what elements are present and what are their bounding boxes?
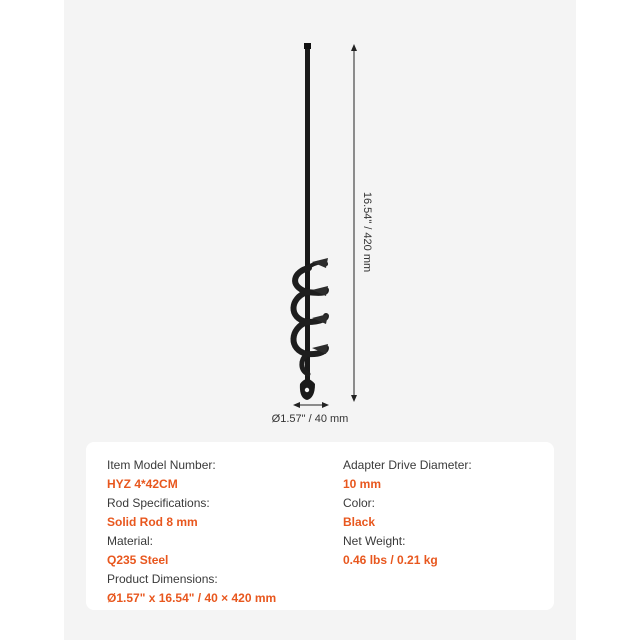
spec-value: HYZ 4*42CM: [107, 477, 178, 491]
spec-label: Product Dimensions:: [107, 572, 218, 586]
spec-card: [86, 442, 554, 610]
spec-label: Adapter Drive Diameter:: [343, 458, 472, 472]
spec-value: Ø1.57" x 16.54" / 40 × 420 mm: [107, 591, 277, 605]
spec-value: Q235 Steel: [107, 553, 169, 567]
spec-value: Black: [343, 515, 376, 529]
spec-value: Solid Rod 8 mm: [107, 515, 198, 529]
spec-label: Material:: [107, 534, 154, 548]
spec-label: Item Model Number:: [107, 458, 216, 472]
height-dimension-line: [351, 44, 357, 402]
spec-column-left: [107, 456, 276, 608]
height-dimension-label: 16.54" / 420 mm: [361, 191, 373, 273]
spec-value: 0.46 lbs / 0.21 kg: [343, 553, 438, 567]
spec-column-right: [343, 456, 472, 570]
spec-label: Color:: [343, 496, 376, 510]
spec-label: Rod Specifications:: [107, 496, 210, 510]
auger-drawing: [64, 0, 576, 440]
product-image: [64, 0, 576, 640]
width-dimension-line: [293, 402, 329, 408]
width-dimension-label: Ø1.57" / 40 mm: [271, 413, 349, 425]
spec-value: 10 mm: [343, 477, 382, 491]
spec-label: Net Weight:: [343, 534, 406, 548]
product-figure: [64, 0, 576, 440]
auger-rod: [305, 43, 310, 388]
